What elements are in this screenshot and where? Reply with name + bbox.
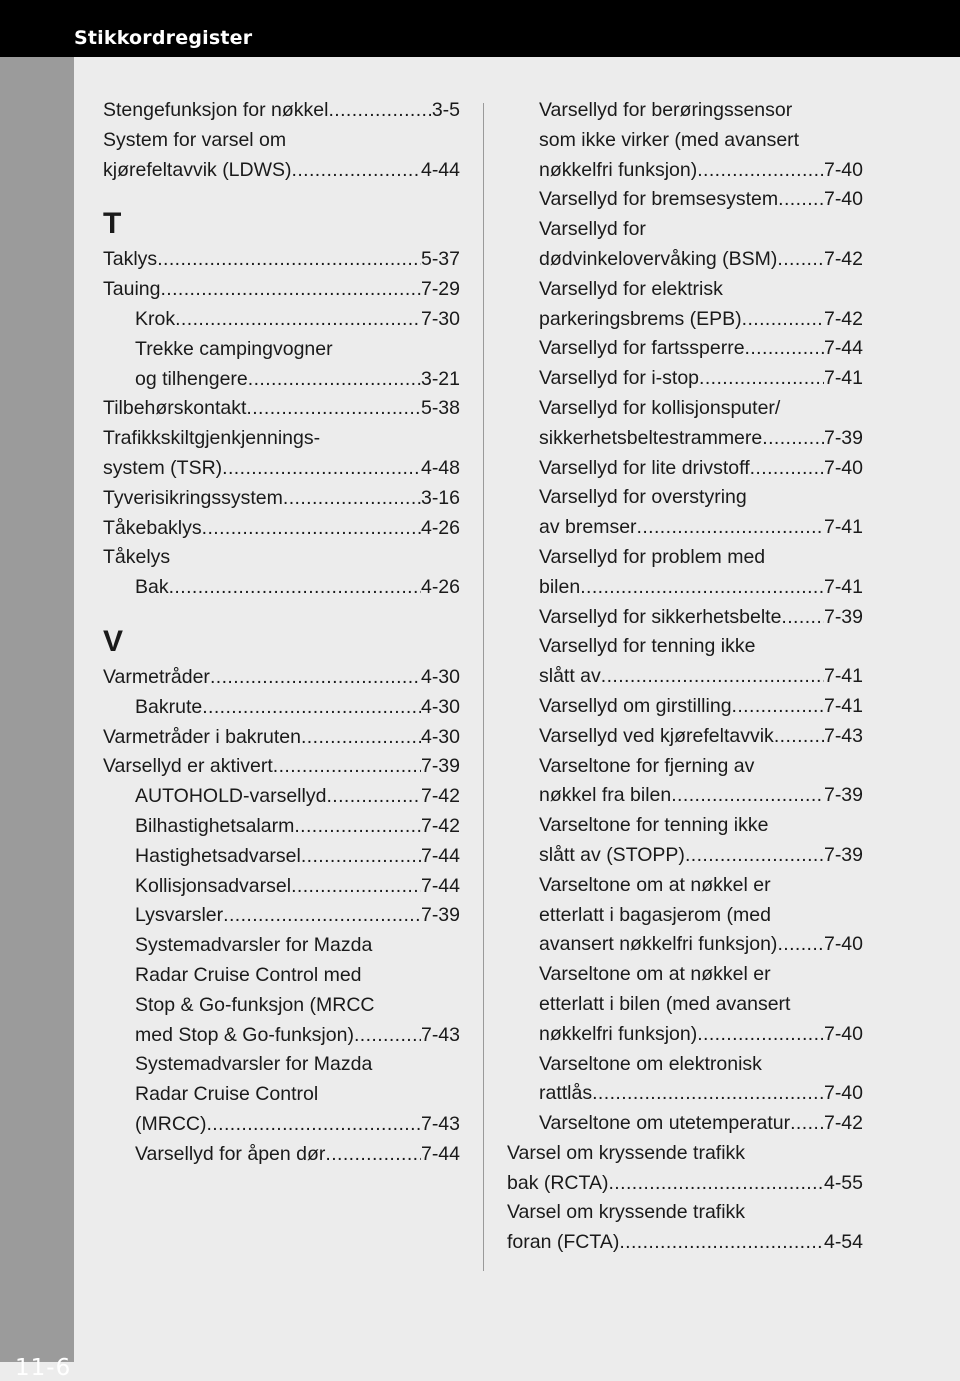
dot-leader (745, 334, 824, 364)
index-subentry (103, 901, 460, 931)
index-subentry (507, 185, 863, 215)
dot-leader (790, 1109, 824, 1139)
entry-text: Bakrute (135, 695, 203, 718)
dot-leader (637, 513, 824, 543)
dot-leader (223, 901, 421, 931)
page-reference: 4-44 (420, 158, 460, 181)
section-title: Stikkordregister (74, 27, 253, 49)
entry-text: Systemadvarsler for Mazda (135, 1053, 373, 1076)
entry-text: nøkkelfri funksjon) (539, 158, 698, 181)
dot-leader (762, 424, 824, 454)
index-entry (103, 394, 460, 424)
entry-text: Varsellyd for kollisjonsputer/ (539, 396, 781, 419)
dot-leader (160, 275, 421, 305)
index-subentry (103, 961, 460, 991)
dot-leader (283, 484, 421, 514)
page-reference: 7-42 (823, 247, 863, 270)
entry-text: Tyverisikringssystem (103, 486, 283, 509)
entry-text: Stop & Go-funksjon (MRCC (135, 993, 375, 1016)
index-subentry (103, 693, 460, 723)
dot-leader (291, 872, 421, 902)
entry-text: Hastighetsadvarsel (135, 844, 301, 867)
page-reference: 7-39 (420, 755, 460, 778)
index-subentry (507, 156, 863, 186)
entry-text: Varseltone om at nøkkel er (539, 963, 771, 986)
index-subentry (103, 365, 460, 395)
index-entry (103, 126, 460, 156)
page-reference: 7-29 (420, 278, 460, 301)
index-letter-heading: V (103, 624, 124, 658)
page-reference: 7-42 (823, 307, 863, 330)
entry-text: slått av (539, 665, 601, 688)
index-entry (507, 1228, 863, 1258)
index-subentry (507, 96, 863, 126)
index-entry (507, 1139, 863, 1169)
page-reference: 7-43 (420, 1112, 460, 1135)
index-entry (507, 1198, 863, 1228)
page-reference: 3-21 (420, 367, 460, 390)
page-reference: 4-54 (823, 1231, 863, 1254)
page-reference: 7-40 (823, 1082, 863, 1105)
dot-leader (685, 841, 824, 871)
entry-text: dødvinkelovervåking (BSM) (539, 247, 778, 270)
dot-leader (697, 156, 824, 186)
index-subentry (507, 394, 863, 424)
index-entry (103, 156, 460, 186)
index-entry (507, 1169, 863, 1199)
page-reference: 7-41 (823, 367, 863, 390)
index-entry (103, 454, 460, 484)
index-subentry (507, 960, 863, 990)
page-reference: 7-44 (823, 337, 863, 360)
entry-text: etterlatt i bagasjerom (med (539, 903, 771, 926)
dot-leader (750, 454, 824, 484)
dot-leader (175, 305, 421, 335)
index-subentry (507, 722, 863, 752)
entry-text: Stengefunksjon for nøkkel (103, 99, 329, 121)
index-subentry (507, 573, 863, 603)
entry-text: Varseltone for tenning ikke (539, 814, 769, 837)
index-entry (103, 752, 460, 782)
index-subentry (507, 215, 863, 245)
entry-text: Krok (135, 307, 176, 330)
page-reference: 4-48 (420, 456, 460, 479)
index-entry (103, 514, 460, 544)
entry-text: Bilhastighetsalarm (135, 814, 295, 837)
page-reference: 7-40 (823, 456, 863, 479)
index-subentry (507, 603, 863, 633)
column-divider (483, 103, 484, 1271)
index-subentry (103, 872, 460, 902)
index-entry (103, 245, 460, 275)
entry-text: Kollisjonsadvarsel (135, 874, 292, 897)
entry-text: Varsellyd for (539, 218, 646, 241)
entry-text: etterlatt i bilen (med avansert (539, 992, 791, 1015)
page-reference: 7-39 (420, 904, 460, 927)
entry-text: Varsel om kryssende trafikk (507, 1201, 746, 1224)
page-reference: 7-41 (823, 516, 863, 539)
entry-text: Trafikkskiltgjenkjennings- (103, 427, 321, 450)
index-subentry (507, 245, 863, 275)
index-subentry (507, 1079, 863, 1109)
page-reference: 7-43 (823, 724, 863, 747)
entry-text: (MRCC) (135, 1112, 207, 1135)
dot-leader (592, 1079, 824, 1109)
page-reference: 7-43 (420, 1023, 460, 1046)
side-tab (0, 57, 74, 1381)
entry-text: Radar Cruise Control (135, 1083, 319, 1106)
page-reference: 4-30 (420, 725, 460, 748)
entry-text: Tåkebaklys (103, 516, 202, 539)
dot-leader (699, 364, 824, 394)
dot-leader (328, 96, 431, 126)
index-subentry (507, 632, 863, 662)
page-reference: 4-30 (420, 695, 460, 718)
entry-text: med Stop & Go-funksjon) (135, 1023, 354, 1046)
index-subentry (507, 483, 863, 513)
index-subentry (507, 662, 863, 692)
index-subentry (103, 991, 460, 1021)
entry-text: nøkkelfri funksjon) (539, 1022, 698, 1045)
page-reference: 7-44 (420, 844, 460, 867)
dot-leader (608, 1169, 823, 1199)
entry-text: slått av (STOPP) (539, 843, 685, 866)
entry-text: og tilhengere (135, 367, 248, 390)
index-subentry (507, 781, 863, 811)
entry-text: bak (RCTA) (507, 1171, 609, 1194)
index-subentry (507, 424, 863, 454)
index-subentry (507, 126, 863, 156)
entry-text: Varseltone om at nøkkel er (539, 873, 771, 896)
dot-leader (354, 1021, 421, 1051)
index-subentry (103, 335, 460, 365)
dot-leader (248, 365, 421, 395)
page-reference: 7-44 (420, 874, 460, 897)
dot-leader (301, 842, 421, 872)
entry-text: Varseltone om elektronisk (539, 1052, 762, 1075)
entry-text: Varmetråder (103, 665, 210, 688)
entry-text: Varsellyd for i-stop (539, 367, 700, 390)
page-reference: 7-39 (823, 605, 863, 628)
page-reference: 4-26 (420, 516, 460, 539)
entry-text: Varsellyd for overstyring (539, 486, 747, 509)
page-reference: 7-40 (823, 188, 863, 211)
dot-leader (222, 454, 421, 484)
entry-text: sikkerhetsbeltestrammere (539, 426, 763, 449)
index-subentry (507, 275, 863, 305)
entry-text: System for varsel om (103, 128, 287, 151)
page-number: 11-6 (15, 1355, 72, 1381)
page-reference: 5-38 (420, 397, 460, 420)
index-subentry (507, 1020, 863, 1050)
index-entry (103, 275, 460, 305)
entry-text: Varsellyd for problem med (539, 545, 766, 568)
dot-leader (778, 185, 824, 215)
entry-text: Taklys (103, 248, 158, 271)
entry-text: parkeringsbrems (EPB) (539, 307, 742, 330)
dot-leader (273, 752, 421, 782)
dot-leader (202, 693, 421, 723)
entry-text: Varsellyd for åpen dør (135, 1142, 326, 1165)
dot-leader (325, 1140, 421, 1170)
index-subentry (507, 1050, 863, 1080)
entry-text: Trekke campingvogner (135, 337, 333, 360)
entry-text: bilen (539, 575, 581, 598)
index-subentry (103, 1050, 460, 1080)
entry-text: Varsellyd er aktivert (103, 755, 273, 778)
index-subentry (103, 782, 460, 812)
page-reference: 4-55 (823, 1171, 863, 1194)
entry-text: rattlås (539, 1082, 593, 1105)
index-column-right (507, 96, 863, 1258)
index-subentry (103, 842, 460, 872)
entry-text: Varsel om kryssende trafikk (507, 1141, 746, 1164)
dot-leader (169, 573, 421, 603)
entry-text: Radar Cruise Control med (135, 963, 362, 986)
dot-leader (580, 573, 824, 603)
index-subentry (507, 454, 863, 484)
page-reference: 7-44 (420, 1142, 460, 1165)
entry-text: Systemadvarsler for Mazda (135, 934, 373, 957)
dot-leader (777, 245, 824, 275)
index-column-left (103, 96, 460, 1170)
dot-leader (294, 812, 421, 842)
index-subentry (507, 364, 863, 394)
dot-leader (732, 692, 824, 722)
page-reference: 7-40 (823, 1022, 863, 1045)
index-subentry (103, 1021, 460, 1051)
entry-text: AUTOHOLD-varsellyd (135, 785, 327, 808)
entry-text: system (TSR) (103, 456, 223, 479)
dot-leader (210, 663, 421, 693)
index-subentry (507, 990, 863, 1020)
entry-text: avansert nøkkelfri funksjon) (539, 933, 778, 956)
entry-text: Varsellyd om girstilling (539, 694, 732, 717)
index-subentry (507, 305, 863, 335)
entry-text: Tilbehørskontakt (103, 397, 247, 420)
index-entry (103, 663, 460, 693)
index-subentry (103, 812, 460, 842)
dot-leader (301, 723, 421, 753)
entry-text: Tåkelys (103, 546, 171, 569)
index-entry (103, 96, 460, 126)
index-entry (103, 424, 460, 454)
page-reference: 7-41 (823, 694, 863, 717)
page-reference: 3-16 (420, 486, 460, 509)
dot-leader (206, 1110, 420, 1140)
entry-text: Varsellyd for sikkerhetsbelte (539, 605, 782, 628)
index-subentry (507, 871, 863, 901)
index-subentry (507, 543, 863, 573)
index-subentry (103, 1140, 460, 1170)
index-subentry (507, 692, 863, 722)
index-subentry (507, 334, 863, 364)
entry-text: nøkkel fra bilen (539, 784, 672, 807)
index-subentry (507, 811, 863, 841)
index-entry (103, 484, 460, 514)
entry-text: Varsellyd for fartssperre (539, 337, 745, 360)
entry-text: Varsellyd for bremsesystem (539, 188, 779, 211)
entry-text: kjørefeltavvik (LDWS) (103, 158, 292, 181)
index-subentry (507, 1109, 863, 1139)
dot-leader (326, 782, 421, 812)
entry-text: Varsellyd ved kjørefeltavvik (539, 724, 774, 747)
entry-text: Varmetråder i bakruten (103, 725, 301, 748)
dot-leader (671, 781, 824, 811)
dot-leader (292, 156, 421, 186)
page-reference: 7-40 (823, 158, 863, 181)
entry-text: Varseltone for fjerning av (539, 754, 755, 777)
dot-leader (777, 930, 824, 960)
dot-leader (601, 662, 824, 692)
entry-text: Bak (135, 576, 169, 599)
page-reference: 5-37 (420, 248, 460, 271)
page-reference: 7-39 (823, 784, 863, 807)
dot-leader (774, 722, 824, 752)
entry-text: foran (FCTA) (507, 1231, 620, 1254)
entry-text: Varseltone om utetemperatur (539, 1112, 791, 1135)
index-subentry (103, 1080, 460, 1110)
page-reference: 7-42 (420, 814, 460, 837)
page-reference: 7-39 (823, 843, 863, 866)
dot-leader (697, 1020, 824, 1050)
entry-text: av bremser (539, 516, 637, 539)
index-subentry (103, 1110, 460, 1140)
page-reference: 7-39 (823, 426, 863, 449)
page-reference: 7-41 (823, 665, 863, 688)
dot-leader (742, 305, 824, 335)
page-header (0, 0, 960, 57)
entry-text: som ikke virker (med avansert (539, 128, 800, 151)
entry-text: Varsellyd for elektrisk (539, 277, 723, 300)
dot-leader (619, 1228, 824, 1258)
index-subentry (103, 931, 460, 961)
page-reference: 4-30 (420, 665, 460, 688)
index-subentry (507, 752, 863, 782)
entry-text: Lysvarsler (135, 904, 224, 927)
page-reference: 7-40 (823, 933, 863, 956)
index-entry (103, 543, 460, 573)
index-entry (103, 723, 460, 753)
index-letter-heading: T (103, 207, 122, 241)
dot-leader (202, 514, 421, 544)
page-reference: 7-42 (420, 785, 460, 808)
index-subentry (103, 305, 460, 335)
entry-text: Varsellyd for lite drivstoff (539, 456, 750, 479)
page-reference: 7-30 (420, 307, 460, 330)
index-subentry (507, 901, 863, 931)
entry-text: Tauing (103, 278, 161, 301)
page-reference: 7-42 (823, 1112, 863, 1135)
dot-leader (157, 245, 421, 275)
page-reference: 3-5 (431, 99, 460, 121)
index-subentry (103, 573, 460, 603)
index-subentry (507, 930, 863, 960)
index-subentry (507, 841, 863, 871)
page-reference: 4-26 (420, 576, 460, 599)
entry-text: Varsellyd for berøringssensor (539, 99, 793, 121)
index-subentry (507, 513, 863, 543)
page-reference: 7-41 (823, 575, 863, 598)
entry-text: Varsellyd for tenning ikke (539, 635, 756, 658)
dot-leader (781, 603, 824, 633)
dot-leader (246, 394, 421, 424)
